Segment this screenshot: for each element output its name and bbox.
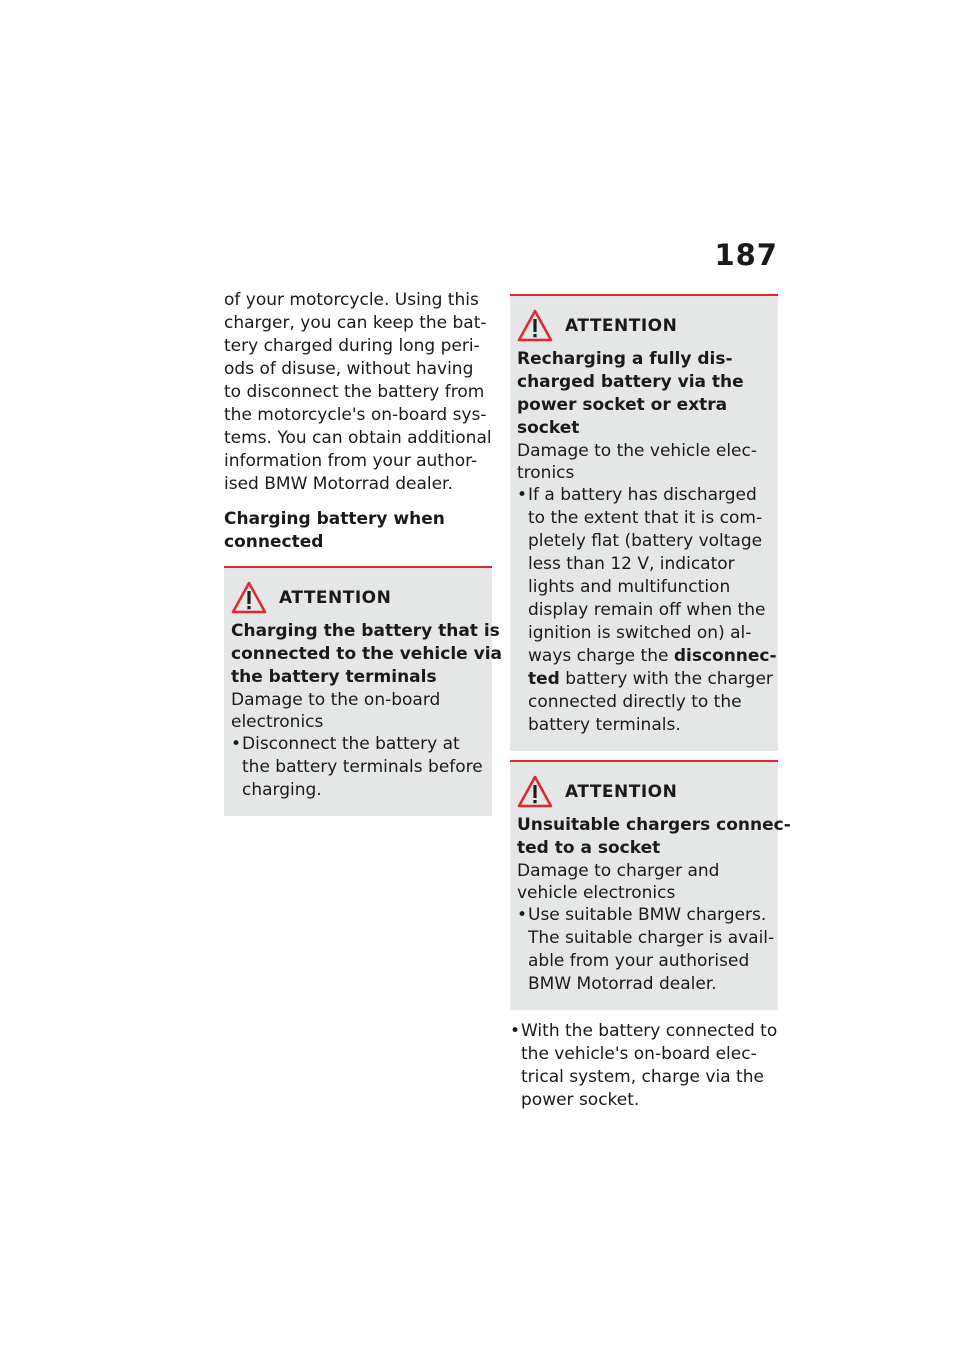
subtitle-line: socket — [517, 418, 580, 438]
subtitle-line: Unsuitable chargers connec- — [517, 815, 791, 835]
text-line: the motorcycle's on-board sys- — [224, 405, 487, 425]
attention-bullets — [231, 733, 485, 802]
attention-subtitle — [517, 814, 791, 860]
bullet-line: connected directly to the — [528, 692, 742, 712]
text-line: tery charged during long peri- — [224, 336, 480, 356]
heading-line: connected — [224, 532, 324, 552]
bullet-line: the vehicle's on-board elec- — [521, 1044, 757, 1064]
subtitle-line: ted to a socket — [517, 838, 661, 858]
attention-box — [224, 566, 502, 816]
attention-title: ATTENTION — [279, 588, 392, 608]
warning-triangle-icon — [517, 309, 553, 343]
bullet-line: BMW Motorrad dealer. — [528, 974, 717, 994]
bullet-item — [517, 904, 775, 996]
desc-line: tronics — [517, 463, 575, 483]
subtitle-line: Charging the battery that is — [231, 621, 500, 641]
attention-box — [510, 294, 778, 751]
desc-line: vehicle electronics — [517, 883, 676, 903]
attention-title: ATTENTION — [565, 316, 678, 336]
bullet-line — [528, 668, 771, 691]
bullet-line: less than 12 V, indicator — [528, 554, 735, 574]
bullet-item — [231, 733, 485, 802]
subtitle-line: connected to the vehicle via — [231, 644, 502, 664]
subtitle-line: the battery terminals — [231, 667, 437, 687]
text-line: to disconnect the battery from — [224, 382, 485, 402]
attention-description — [517, 860, 771, 904]
bullet-line — [528, 645, 777, 668]
attention-subtitle — [231, 620, 502, 689]
desc-line: Damage to the vehicle elec- — [517, 441, 757, 461]
bullet-line: pletely flat (battery voltage — [528, 531, 763, 551]
attention-header — [231, 580, 485, 616]
bullet-line: The suitable charger is avail- — [528, 928, 775, 948]
text-line: tems. You can obtain additional — [224, 428, 492, 448]
bullet-line: • Use suitable BMW chargers. — [528, 905, 767, 925]
text-line: of your motorcycle. Using this — [224, 290, 479, 310]
attention-box — [510, 760, 791, 1010]
subtitle-line: Recharging a fully dis- — [517, 349, 733, 369]
attention-description — [517, 440, 771, 484]
bullet-line: display remain off when the — [528, 600, 766, 620]
bullet-line: • If a battery has discharged — [528, 485, 757, 505]
desc-line: Damage to charger and — [517, 861, 720, 881]
instruction-bullets — [510, 1020, 778, 1112]
bullet-line: • Disconnect the battery at — [242, 734, 460, 754]
bullet-emphasis: ted — [528, 669, 560, 689]
bullet-line: power socket. — [521, 1090, 640, 1110]
subtitle-line: charged battery via the — [517, 372, 744, 392]
attention-header — [517, 774, 771, 810]
text-line: information from your author- — [224, 451, 478, 471]
bullet-text: ways charge the — [528, 646, 674, 666]
text-line: charger, you can keep the bat- — [224, 313, 487, 333]
bullet-item — [517, 484, 777, 737]
bullet-line: • With the battery connected to — [521, 1021, 778, 1041]
attention-bullets — [517, 484, 777, 737]
bullet-line: battery terminals. — [528, 715, 681, 735]
attention-title: ATTENTION — [565, 782, 678, 802]
left-column — [224, 289, 502, 816]
subtitle-line: power socket or extra — [517, 395, 728, 415]
bullet-line: able from your authorised — [528, 951, 750, 971]
warning-triangle-icon — [231, 581, 267, 615]
bullet-line: lights and multifunction — [528, 577, 731, 597]
page-number: 187 — [714, 238, 778, 272]
right-column — [510, 294, 791, 1112]
bullet-line: ignition is switched on) al- — [528, 623, 752, 643]
intro-paragraph — [224, 289, 492, 496]
attention-description — [231, 689, 485, 733]
bullet-line: the battery terminals before — [242, 757, 483, 777]
heading-line: Charging battery when — [224, 509, 445, 529]
attention-header — [517, 308, 771, 344]
bullet-line: charging. — [242, 780, 322, 800]
desc-line: Damage to the on-board — [231, 690, 441, 710]
bullet-item — [510, 1020, 778, 1112]
text-line: ised BMW Motorrad dealer. — [224, 474, 453, 494]
section-heading — [224, 508, 492, 554]
attention-bullets — [517, 904, 775, 996]
warning-triangle-icon — [517, 775, 553, 809]
bullet-emphasis: disconnec- — [673, 646, 777, 666]
bullet-text: battery with the charger — [559, 669, 773, 689]
text-line: ods of disuse, without having — [224, 359, 474, 379]
bullet-line: trical system, charge via the — [521, 1067, 764, 1087]
attention-subtitle — [517, 348, 771, 440]
bullet-line: to the extent that it is com- — [528, 508, 763, 528]
desc-line: electronics — [231, 712, 324, 732]
